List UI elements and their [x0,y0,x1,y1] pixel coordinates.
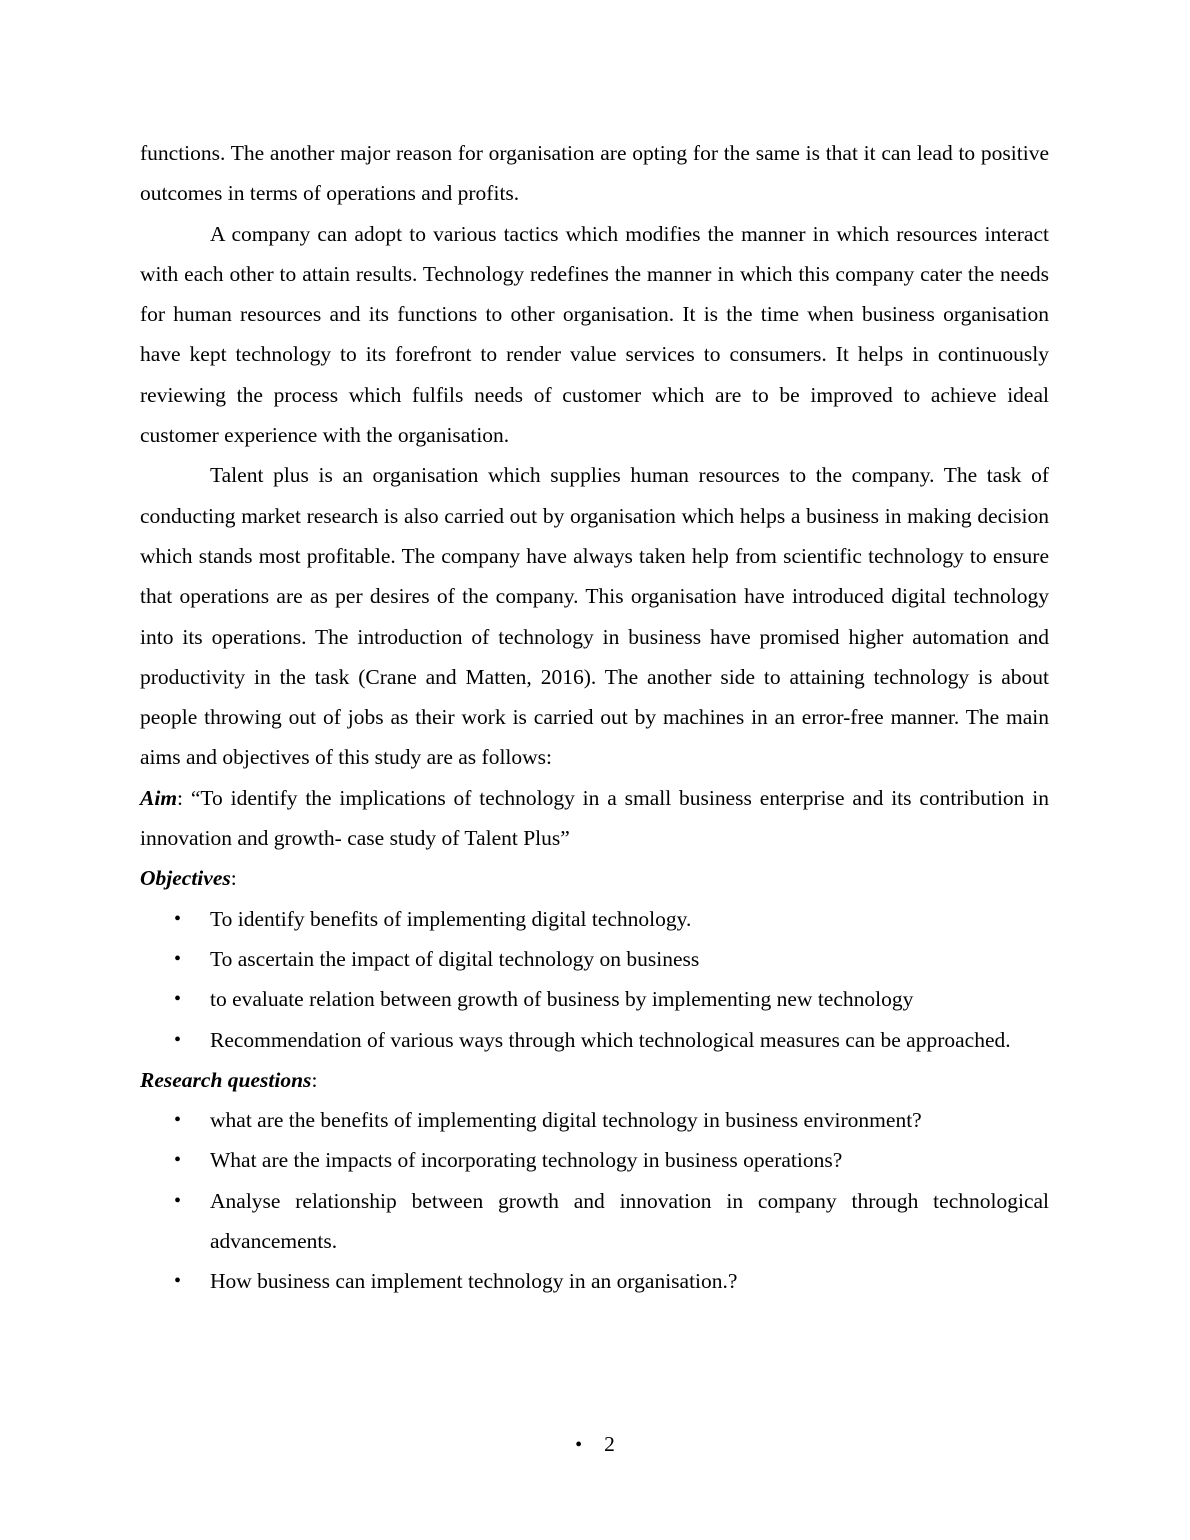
footer-bullet-icon: • [575,1434,583,1456]
research-question-text: Analyse relationship between growth and innovation in company through technological advancements. [210,1188,1049,1254]
aim-label: Aim [140,785,178,810]
paragraph-intro-continuation: functions. The another major reason for organisation are opting for the same is that it can lead to positive outcomes in terms of operations and profits. [140,141,1049,206]
bullet-icon: • [174,907,182,930]
list-item [140,1100,1049,1140]
aim-text: “To identify the implications of technology in a small business enterprise and its contribution in innovation and growth- case study of Talent Plus” [140,785,1049,851]
research-question-text: what are the benefits of implementing digital technology in business environment? [210,1108,922,1133]
research-question-text: What are the impacts of incorporating technology in business operations? [210,1148,843,1173]
bullet-icon: • [174,988,182,1011]
bullet-icon: • [174,1109,182,1132]
paragraph-company-tactics: A company can adopt to various tactics which modifies the manner in which resources interact with each other to attain results. Technology redefines the manner in which this company cater the needs for human resources and its functions to other organisation. It is the time when business organisation have kept technology to its forefront to render value services to consumers. It helps in continuously reviewing the process which fulfils needs of customer which are to be improved to achieve ideal customer experience with the organisation. [140,221,1049,448]
bullet-icon: • [174,947,182,970]
objective-text: Recommendation of various ways through which technological measures can be approached. [210,1027,1011,1052]
aim-statement [140,778,1049,859]
document-body [140,133,1049,1302]
objectives-label: Objectives [140,866,231,891]
bullet-icon: • [174,1028,182,1051]
research-questions-separator: : [311,1067,318,1092]
research-question-text: How business can implement technology in an organisation.? [210,1269,738,1294]
page-footer [0,1424,1190,1464]
bullet-icon: • [174,1149,182,1172]
paragraph-talent-plus: Talent plus is an organisation which supplies human resources to the company. The task of conducting market research is also carried out by organisation which helps a business in making decision which stands most profitable. The company have always taken help from scientific technology to ensure that operations are as per desires of the company. This organisation have introduced digital technology into its operations. The introduction of technology in business have promised higher automation and productivity in the task (Crane and Matten, 2016). The another side to attaining technology is about people throwing out of jobs as their work is carried out by machines in an error-free manner. The main aims and objectives of this study are as follows: [140,463,1049,770]
objective-text: To ascertain the impact of digital technology on business [210,946,700,971]
page-number: 2 [604,1432,615,1456]
objective-text: to evaluate relation between growth of business by implementing new technology [210,987,914,1012]
research-questions-heading [140,1060,1049,1100]
research-questions-label: Research questions [140,1067,312,1092]
bullet-icon: • [174,1270,182,1293]
list-item [140,939,1049,979]
objectives-separator: : [230,866,237,891]
list-item [140,979,1049,1019]
list-item [140,1181,1049,1262]
list-item [140,1261,1049,1301]
aim-separator: : [177,785,184,810]
list-item [140,1020,1049,1060]
objective-text: To identify benefits of implementing digital technology. [210,906,692,931]
list-item [140,1140,1049,1180]
objectives-heading [140,858,1049,898]
research-questions-list [140,1100,1049,1301]
objectives-list [140,899,1049,1060]
bullet-icon: • [174,1189,182,1212]
list-item [140,899,1049,939]
